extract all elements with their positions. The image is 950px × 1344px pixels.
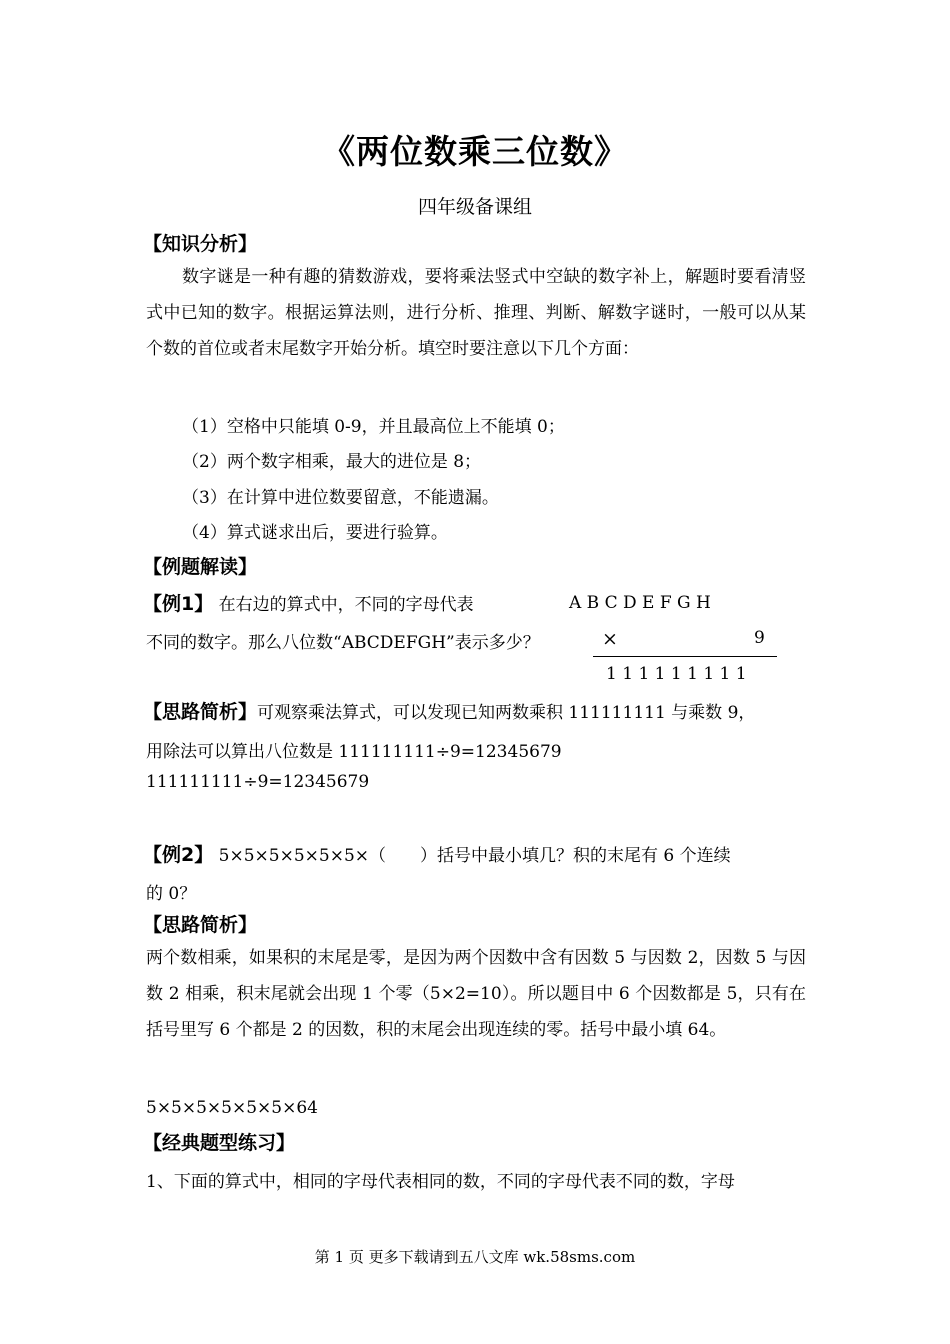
rule-item-2: （2）两个数字相乘，最大的进位是 8； [182,452,482,472]
rule-item-4: （4）算式谜求出后，要进行验算。 [182,523,448,543]
example-1-text: 在右边的算式中，不同的字母代表 [213,595,474,615]
multiply-sign: × [602,628,618,650]
analysis-1-line-2: 用除法可以算出八位数是 111111111÷9=12345679 [146,742,562,762]
example-1-line-1 [143,589,474,616]
practice-item-1: 1、下面的算式中，相同的字母代表相同的数，不同的字母代表不同的数，字母 [146,1172,735,1192]
page-title: 《两位数乘三位数》 [322,132,628,171]
rule-item-3: （3）在计算中进位数要留意，不能遗漏。 [182,488,499,508]
example-1-label: 【例1】 [143,593,214,615]
analysis-1-line-1 [143,697,755,724]
knowledge-paragraph: 数字谜是一种有趣的猜数游戏，要将乘法竖式中空缺的数字补上，解题时要看清竖式中已知的数字。根据运算法则，进行分析、推理、判断、解数字谜时，一般可以从某个数的首位或者末尾数字开始分析。填空时要注意以下几个方面： [146,267,806,359]
page-subtitle: 四年级备课组 [417,196,532,218]
rule-item-1: （1）空格中只能填 0-9，并且最高位上不能填 0； [182,417,565,437]
analysis-1-answer: 111111111÷9=12345679 [146,772,370,792]
practice-heading: 【经典题型练习】 [143,1132,296,1154]
analysis-1-label: 【思路简析】 [143,701,258,723]
knowledge-heading: 【知识分析】 [143,233,258,255]
example-2-line-2: 的 0？ [146,884,197,904]
analysis-2-heading: 【思路简析】 [143,914,258,936]
multiplier: 9 [754,628,765,648]
example-1-line-2: 不同的数字。那么八位数“ABCDEFGH”表示多少？ [146,633,540,653]
multiplicand: A B C D E F G H [569,593,711,613]
analysis-2-paragraph: 两个数相乘，如果积的末尾是零，是因为两个因数中含有因数 5 与因数 2，因数 5 与因数 2 相乘，积末尾就会出现 1 个零（5×2=10）。所以题目中 6 个因数都是 5，只有在括号里写 6 个都是 2 的因数，积的末尾会出现连续的零。括号中最小填 64。 [146,948,806,1040]
product: 1 1 1 1 1 1 1 1 1 [606,664,747,684]
calculation-rule-line [593,656,777,657]
analysis-1-text: 可观察乘法算式，可以发现已知两数乘积 111111111 与乘数 9， [257,703,756,723]
example-2-label: 【例2】 [143,844,214,866]
examples-heading: 【例题解读】 [143,556,258,578]
example-2-line-1 [143,840,731,867]
analysis-2-answer: 5×5×5×5×5×5×64 [146,1098,318,1118]
example-2-text: 5×5×5×5×5×5×（ ）括号中最小填几？积的末尾有 6 个连续 [213,846,731,866]
page-footer: 第 1 页 更多下载请到五八文库 wk.58sms.com [314,1248,636,1266]
